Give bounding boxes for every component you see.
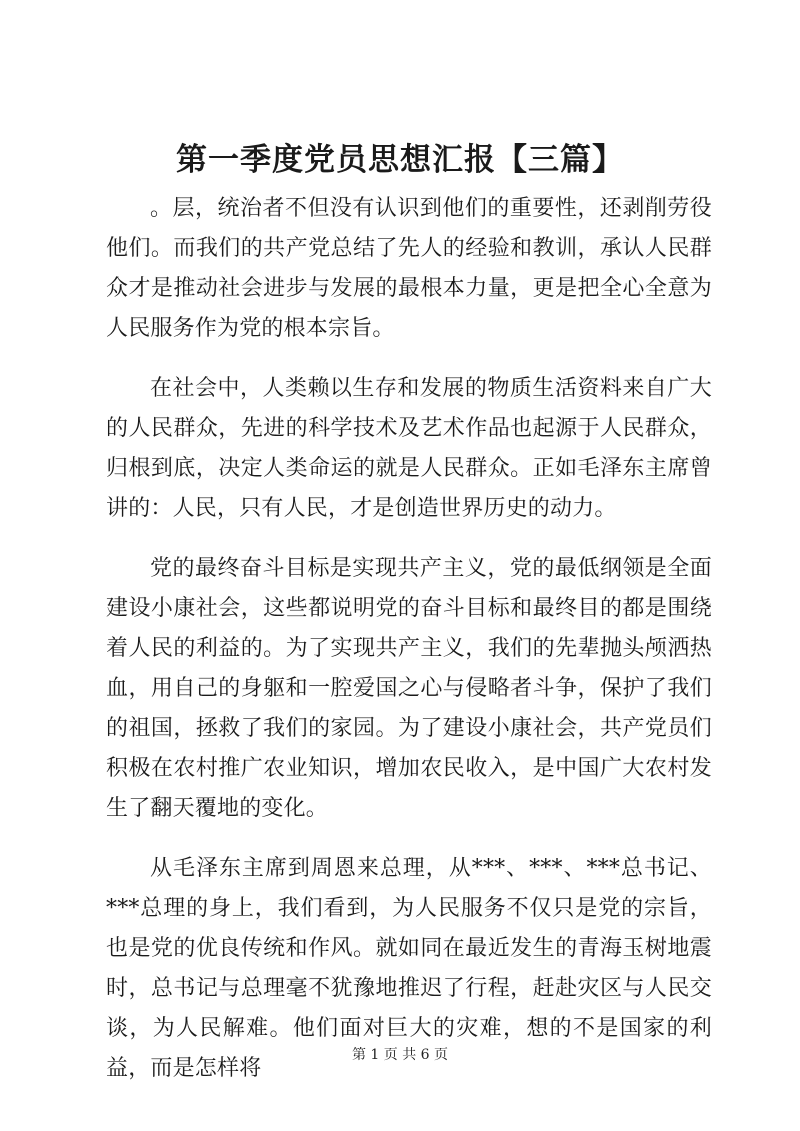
paragraph: 在社会中，人类赖以生存和发展的物质生活资料来自广大的人民群众，先进的科学技术及艺术作品也起源于人民群众，归根到底，决定人类命运的就是人民群众。正如毛泽东主席曾讲的：人民，只有人民，才是创造世界历史的动力。 [106, 376, 712, 521]
document-body [106, 189, 712, 1109]
page-footer: 第 1 页 共 6 页 [351, 1047, 449, 1063]
paragraph: 党的最终奋斗目标是实现共产主义，党的最低纲领是全面建设小康社会，这些都说明党的奋斗目标和最终目的都是围绕着人民的利益的。为了实现共产主义，我们的先辈抛头颅洒热血，用自己的身躯和一腔爱国之心与侵略者斗争，保护了我们的祖国，拯救了我们的家园。为了建设小康社会，共产党员们积极在农村推广农业知识，增加农民收入，是中国广大农村发生了翻天覆地的变化。 [106, 556, 712, 821]
paragraph: 从毛泽东主席到周恩来总理，从***、***、***总书记、***总理的身上，我们看到，为人民服务不仅只是党的宗旨，也是党的优良传统和作风。就如同在最近发生的青海玉树地震时，总书记与总理毫不犹豫地推迟了行程，赶赴灾区与人民交谈，为人民解难。他们面对巨大的灾难，想的不是国家的利益，而是怎样将 [106, 856, 712, 1081]
paragraph: 。层，统治者不但没有认识到他们的重要性，还剥削劳役他们。而我们的共产党总结了先人的经验和教训，承认人民群众才是推动社会进步与发展的最根本力量，更是把全心全意为人民服务作为党的根本宗旨。 [106, 196, 712, 341]
document-title: 第一季度党员思想汇报【三篇】 [176, 142, 624, 178]
